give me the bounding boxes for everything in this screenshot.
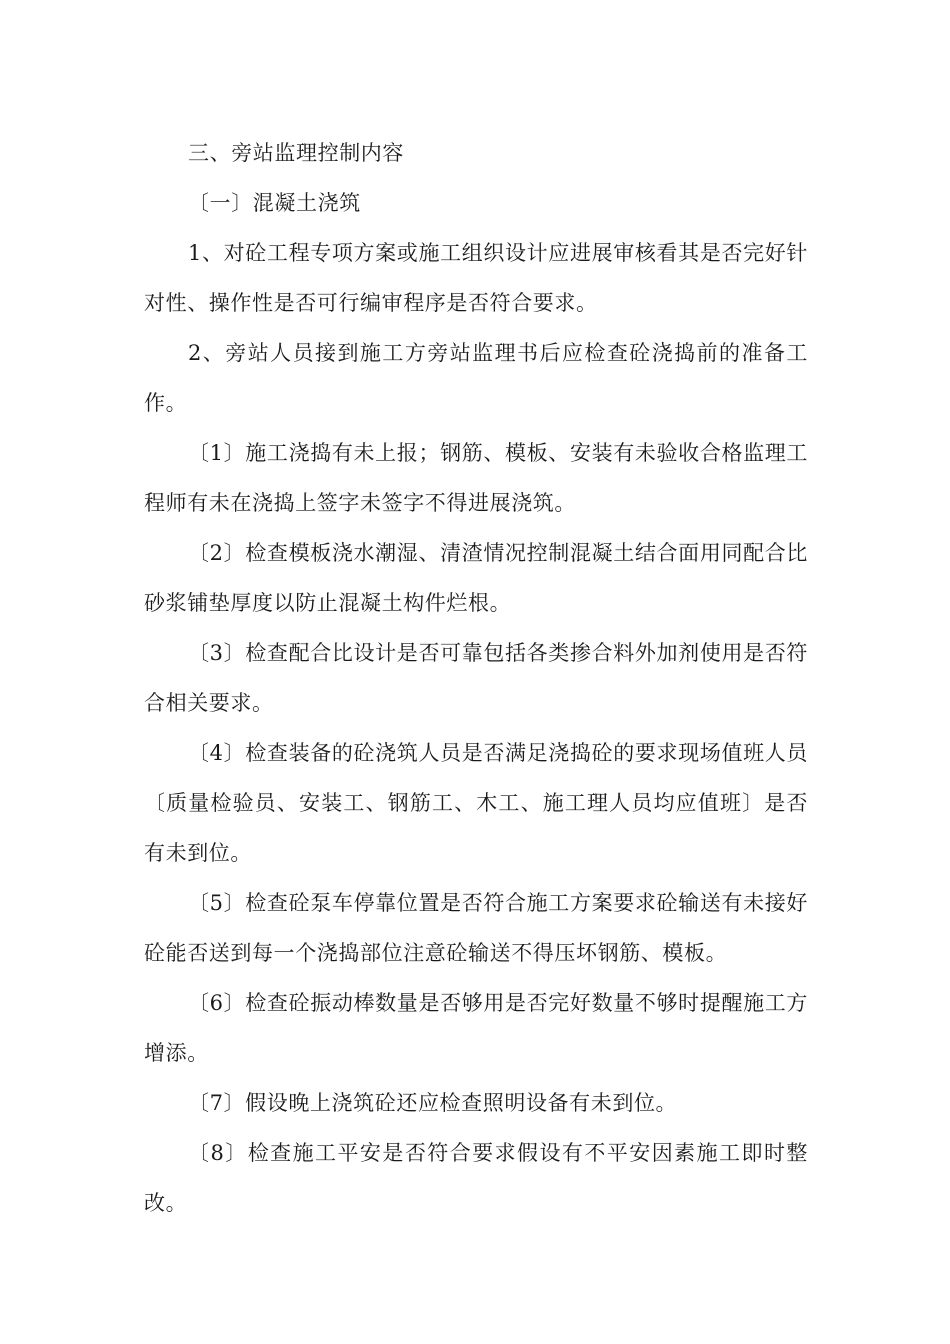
paragraph-item-5: 〔5〕检查砼泵车停靠位置是否符合施工方案要求砼输送有未接好砼能否送到每一个浇捣部位注意砼输送不得压坏钢筋、模板。 [144,891,808,965]
paragraph-item-2: 〔2〕检查模板浇水潮湿、清渣情况控制混凝土结合面用同配合比砂浆铺垫厚度以防止混凝土构件烂根。 [144,541,808,615]
subsection-heading: 〔一〕混凝土浇筑 [188,191,361,215]
paragraph-item-4: 〔4〕检查装备的砼浇筑人员是否满足浇捣砼的要求现场值班人员〔质量检验员、安装工、钢筋工、木工、施工理人员均应值班〕是否有未到位。 [144,741,808,865]
paragraph-item-7: 〔7〕假设晚上浇筑砼还应检查照明设备有未到位。 [188,1091,678,1115]
paragraph-item-1: 〔1〕施工浇捣有未上报；钢筋、模板、安装有未验收合格监理工程师有未在浇捣上签字未签字不得进展浇筑。 [144,441,808,515]
paragraph-item-3: 〔3〕检查配合比设计是否可靠包括各类掺合料外加剂使用是否符合相关要求。 [144,641,808,715]
paragraph-2: 2、旁站人员接到施工方旁站监理书后应检查砼浇捣前的准备工作。 [144,341,808,415]
paragraph-1: 1、对砼工程专项方案或施工组织设计应进展审核看其是否完好针对性、操作性是否可行编审程序是否符合要求。 [144,241,808,315]
paragraph-item-6: 〔6〕检查砼振动棒数量是否够用是否完好数量不够时提醒施工方增添。 [144,991,808,1065]
document-body [144,128,808,1228]
section-heading: 三、旁站监理控制内容 [188,141,404,165]
paragraph-item-8: 〔8〕检查施工平安是否符合要求假设有不平安因素施工即时整改。 [144,1141,808,1215]
